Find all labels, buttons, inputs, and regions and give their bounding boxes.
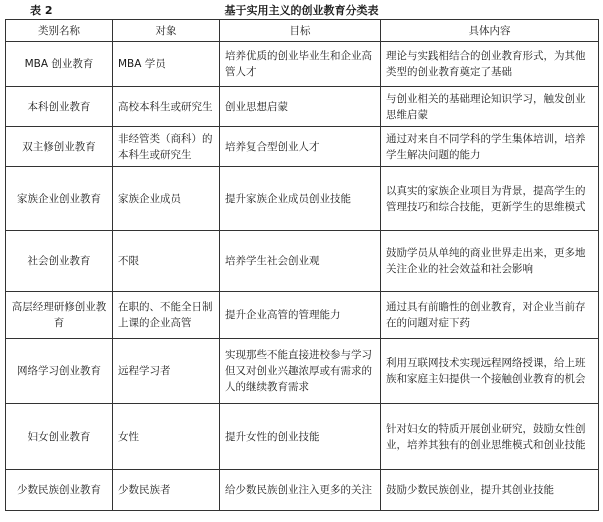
cell-category: 高层经理研修创业教育 bbox=[6, 292, 113, 339]
table-row bbox=[6, 127, 599, 167]
cell-target: 家族企业成员 bbox=[113, 167, 220, 231]
header-content: 具体内容 bbox=[381, 20, 599, 42]
cell-category: 家族企业创业教育 bbox=[6, 167, 113, 231]
cell-category: 双主修创业教育 bbox=[6, 127, 113, 167]
cell-target: 远程学习者 bbox=[113, 339, 220, 404]
cell-category: 网络学习创业教育 bbox=[6, 339, 113, 404]
table-title: 基于实用主义的创业教育分类表 bbox=[224, 4, 379, 17]
cell-category: 少数民族创业教育 bbox=[6, 470, 113, 511]
cell-category: 社会创业教育 bbox=[6, 231, 113, 292]
cell-content: 理论与实践相结合的创业教育形式，为其他类型的创业教育奠定了基础 bbox=[381, 42, 599, 87]
cell-goal: 提升企业高管的管理能力 bbox=[220, 292, 381, 339]
header-row bbox=[6, 20, 599, 42]
cell-target: 少数民族者 bbox=[113, 470, 220, 511]
cell-content: 通过对来自不同学科的学生集体培训，培养学生解决问题的能力 bbox=[381, 127, 599, 167]
cell-category: 本科创业教育 bbox=[6, 87, 113, 127]
cell-content: 鼓励学员从单纯的商业世界走出来，更多地关注企业的社会效益和社会影响 bbox=[381, 231, 599, 292]
cell-content: 针对妇女的特质开展创业研究，鼓励女性创业，培养其独有的创业思维模式和创业技能 bbox=[381, 404, 599, 470]
table-row bbox=[6, 42, 599, 87]
cell-category: 妇女创业教育 bbox=[6, 404, 113, 470]
table-row bbox=[6, 404, 599, 470]
cell-goal: 实现那些不能直接进校参与学习但又对创业兴趣浓厚或有需求的人的继续教育需求 bbox=[220, 339, 381, 404]
cell-content: 利用互联网技术实现远程网络授课，给上班族和家庭主妇提供一个接触创业教育的机会 bbox=[381, 339, 599, 404]
classification-table bbox=[5, 19, 599, 511]
cell-goal: 培养优质的创业毕业生和企业高管人才 bbox=[220, 42, 381, 87]
cell-target: MBA 学员 bbox=[113, 42, 220, 87]
cell-goal: 创业思想启蒙 bbox=[220, 87, 381, 127]
header-category: 类别名称 bbox=[6, 20, 113, 42]
table-row bbox=[6, 87, 599, 127]
cell-goal: 提升女性的创业技能 bbox=[220, 404, 381, 470]
cell-target: 非经管类（商科）的本科生或研究生 bbox=[113, 127, 220, 167]
table-row bbox=[6, 470, 599, 511]
cell-content: 通过具有前瞻性的创业教育，对企业当前存在的问题对症下药 bbox=[381, 292, 599, 339]
cell-content: 以真实的家族企业项目为背景，提高学生的管理技巧和综合技能，更新学生的思维模式 bbox=[381, 167, 599, 231]
cell-target: 高校本科生或研究生 bbox=[113, 87, 220, 127]
cell-goal: 培养学生社会创业观 bbox=[220, 231, 381, 292]
header-target: 对象 bbox=[113, 20, 220, 42]
cell-content: 与创业相关的基础理论知识学习，触发创业思维启蒙 bbox=[381, 87, 599, 127]
table-row bbox=[6, 292, 599, 339]
cell-goal: 培养复合型创业人才 bbox=[220, 127, 381, 167]
table-caption bbox=[0, 0, 603, 18]
cell-content: 鼓励少数民族创业，提升其创业技能 bbox=[381, 470, 599, 511]
cell-category: MBA 创业教育 bbox=[6, 42, 113, 87]
header-goal: 目标 bbox=[220, 20, 381, 42]
cell-target: 不限 bbox=[113, 231, 220, 292]
table-row bbox=[6, 231, 599, 292]
table-number: 表 2 bbox=[30, 4, 53, 17]
cell-goal: 提升家族企业成员创业技能 bbox=[220, 167, 381, 231]
table-row bbox=[6, 339, 599, 404]
cell-goal: 给少数民族创业注入更多的关注 bbox=[220, 470, 381, 511]
table-row bbox=[6, 167, 599, 231]
cell-target: 在职的、不能全日制上课的企业高管 bbox=[113, 292, 220, 339]
cell-target: 女性 bbox=[113, 404, 220, 470]
